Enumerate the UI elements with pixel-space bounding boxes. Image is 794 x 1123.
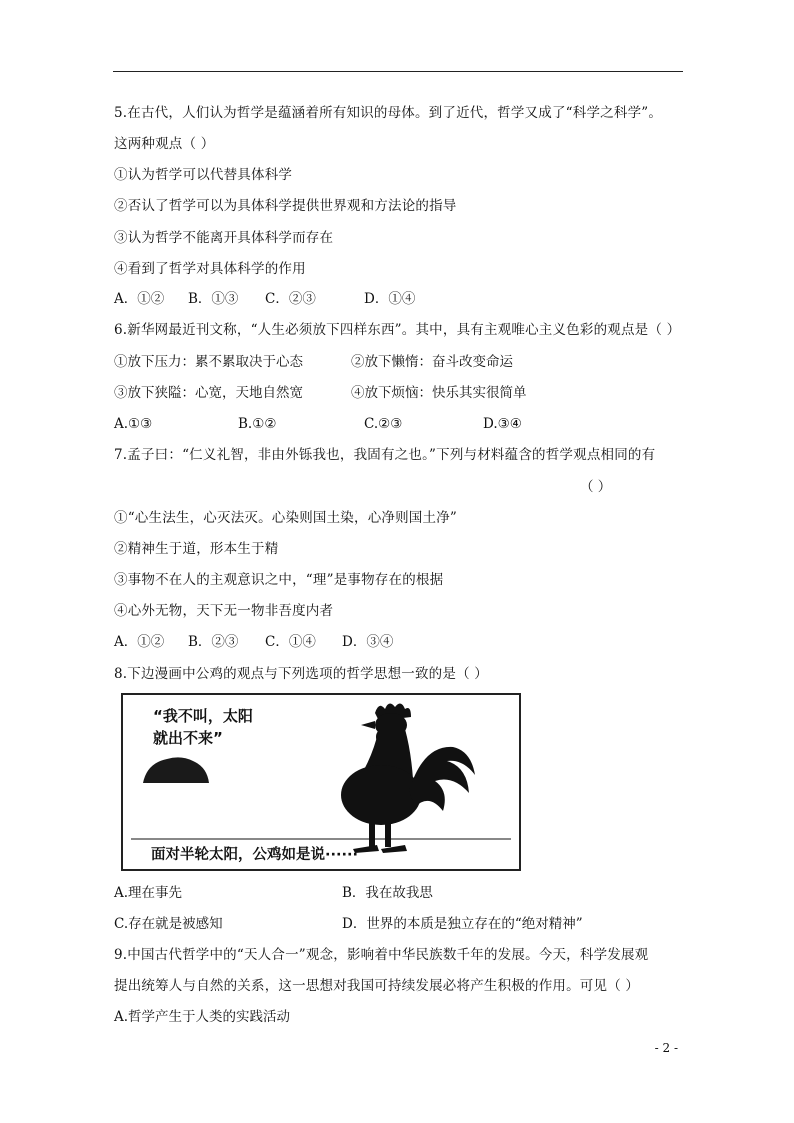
q5-option-b[interactable]: B．①③ — [188, 291, 239, 307]
q9-stem-line1: 9.中国古代哲学中的“天人合一”观念，影响着中华民族数千年的发展。今天，科学发展观 — [114, 947, 649, 963]
q6-item-2: ②放下懒惰：奋斗改变命运 — [351, 354, 513, 370]
q7-option-b[interactable]: B．②③ — [188, 634, 239, 650]
rooster-cartoon — [121, 693, 521, 871]
q7-option-a[interactable]: A．①② — [114, 634, 165, 650]
rooster-shape — [341, 703, 475, 853]
q7-answer-paren: （ ） — [580, 479, 612, 495]
q6-stem: 6.新华网最近刊文称，“人生必须放下四样东西”。其中，具有主观唯心主义色彩的观点是（ ） — [114, 322, 681, 338]
q6-item-1: ①放下压力：累不累取决于心态 — [114, 354, 303, 370]
q7-item-2: ②精神生于道，形本生于精 — [114, 541, 279, 557]
q6-item-3: ③放下狭隘：心宽，天地自然宽 — [114, 385, 303, 401]
q5-item-1: ①认为哲学可以代替具体科学 — [114, 167, 293, 183]
q8-option-b[interactable]: B．我在故我思 — [342, 885, 433, 901]
q6-option-c[interactable]: C.②③ — [364, 416, 403, 432]
q7-item-1: ①“心生法生，心灭法灭。心染则国土染，心净则国土净” — [114, 510, 458, 526]
q5-stem-line2: 这两种观点（ ） — [114, 136, 215, 152]
q8-option-d[interactable]: D．世界的本质是独立存在的“绝对精神” — [342, 916, 583, 932]
q5-option-d[interactable]: D．①④ — [364, 291, 416, 307]
q7-item-3: ③事物不在人的主观意识之中，“理”是事物存在的根据 — [114, 572, 444, 588]
q8-stem: 8.下边漫画中公鸡的观点与下列选项的哲学思想一致的是（ ） — [114, 666, 488, 682]
header-rule — [113, 71, 683, 72]
q9-stem-line2: 提出统筹人与自然的关系，这一思想对我国可持续发展必将产生积极的作用。可见（ ） — [114, 978, 640, 994]
speech-line2: 就出不来” — [153, 729, 223, 747]
q6-item-4: ④放下烦恼：快乐其实很简单 — [351, 385, 527, 401]
speech-line1: “我不叫，太阳 — [153, 707, 253, 725]
q9-option-a[interactable]: A.哲学产生于人类的实践活动 — [114, 1009, 291, 1025]
page-number: - 2 - — [654, 1041, 678, 1055]
q7-option-c[interactable]: C．①④ — [265, 634, 316, 650]
q5-option-c[interactable]: C．②③ — [265, 291, 316, 307]
q6-option-a[interactable]: A.①③ — [114, 416, 153, 432]
cartoon-caption: 面对半轮太阳，公鸡如是说······ — [151, 847, 359, 863]
q7-item-4: ④心外无物，天下无一物非吾度内者 — [114, 603, 334, 619]
q5-item-3: ③认为哲学不能离开具体科学而存在 — [114, 230, 334, 246]
q5-item-4: ④看到了哲学对具体科学的作用 — [114, 261, 306, 277]
q5-option-a[interactable]: A．①② — [114, 291, 165, 307]
half-sun-shape — [143, 757, 209, 783]
q8-option-c[interactable]: C.存在就是被感知 — [114, 916, 223, 932]
q7-stem: 7.孟子曰：“仁义礼智，非由外铄我也，我固有之也。”下列与材料蕴含的哲学观点相同的有 — [114, 447, 656, 463]
q5-item-2: ②否认了哲学可以为具体科学提供世界观和方法论的指导 — [114, 198, 457, 214]
q5-stem-line1: 5.在古代，人们认为哲学是蕴涵着所有知识的母体。到了近代，哲学又成了“科学之科学”。 — [114, 105, 663, 121]
q6-option-b[interactable]: B.①② — [238, 416, 277, 432]
q7-option-d[interactable]: D．③④ — [342, 634, 394, 650]
q6-option-d[interactable]: D.③④ — [483, 416, 522, 432]
q8-option-a[interactable]: A.理在事先 — [114, 885, 183, 901]
